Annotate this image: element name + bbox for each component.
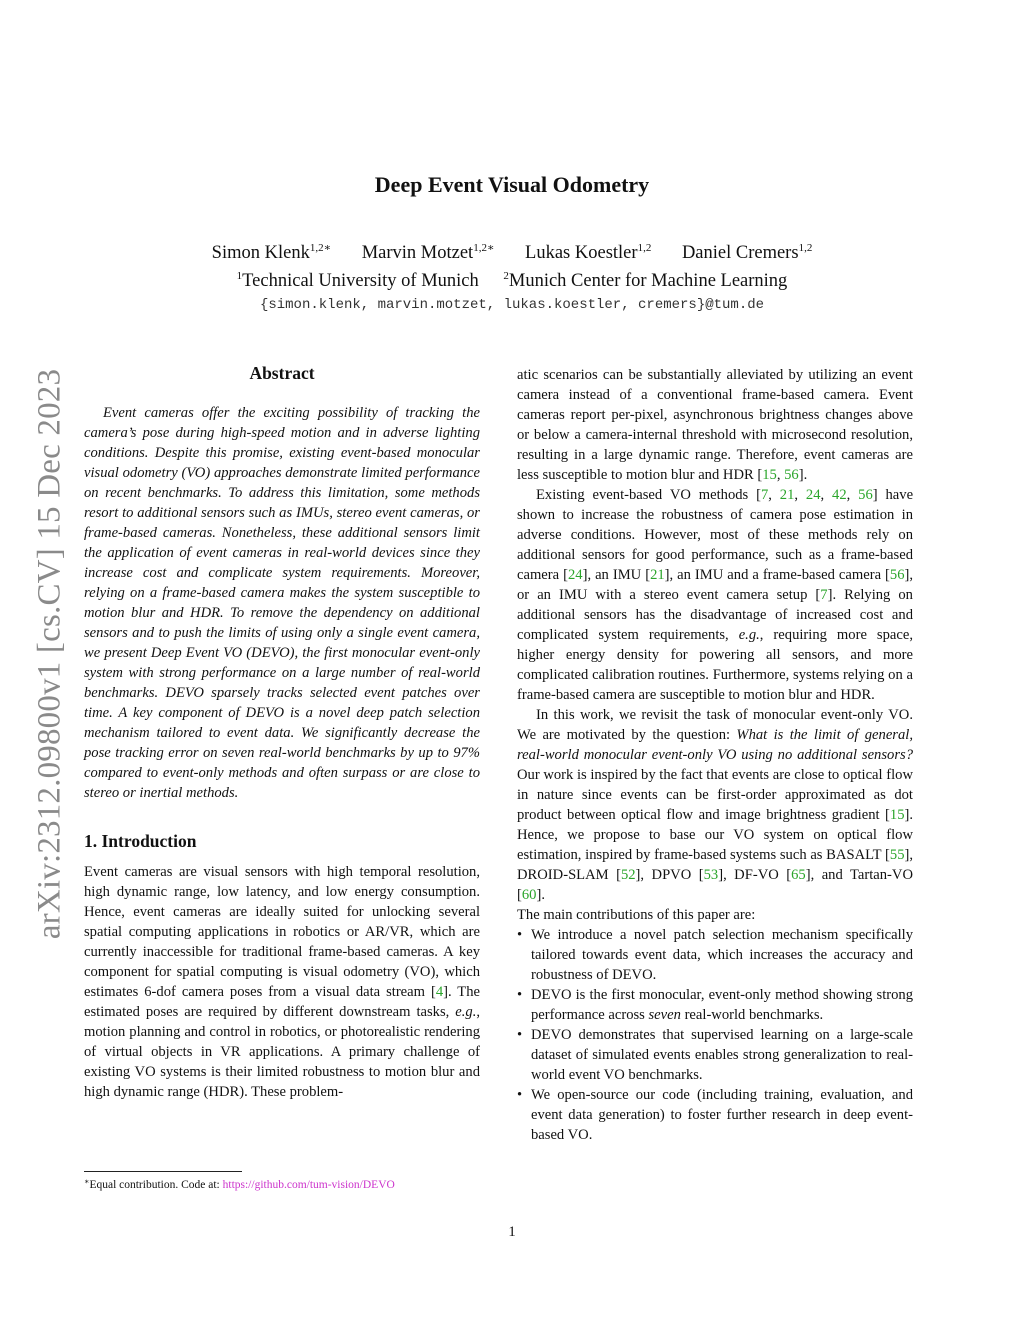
author-name: Lukas Koestler$^{1,2}$ <box>525 242 652 263</box>
page-number: 1 <box>508 1224 516 1240</box>
citation-link[interactable]: 4 <box>435 984 444 1000</box>
left-column <box>84 361 480 1102</box>
citation-link[interactable]: 53 <box>703 867 719 883</box>
intro-paragraph-3: In this work, we revisit the task of monocular event-only VO. We are motivated by the question: What is the limit of general, real-world monocular event-only VO using no additional sensors? Our work is inspired by the fact that events are close to optical flow in nature since events can be first-order approximated as dot product between optical flow and image brightness gradient [15]. Hence, we propose to base our VO system on optical flow estimation, inspired by frame-based systems such as BASALT [55], DROID-SLAM [52], DPVO [53], DF-VO [65], and Tartan-VO [60]. <box>517 707 913 903</box>
citation-link[interactable]: 7 <box>820 587 828 603</box>
citation-link[interactable]: 15 <box>889 807 905 823</box>
intro-paragraph-1: Event cameras are visual sensors with high temporal resolution, high dynamic range, low latency, and low energy consumption. Hence, event cameras are ideally suited for unlocking several spatial computing applications in robotics or AR/VR, which are currently inaccessible for traditional frame-based cameras. A key component for spatial computing is visual odometry (VO), which estimates 6-dof camera poses from a visual data stream [4]. The estimated poses are required by different downstream tasks, e.g., motion planning and control in robotics, or photorealistic rendering of virtual objects in VR applications. A primary challenge of existing VO systems is their limited robustness to motion blur and high dynamic range (HDR). These problem- <box>84 864 480 1100</box>
arxiv-identifier-stamp: arXiv:2312.09800v1 [cs.CV] 15 Dec 2023 <box>31 368 68 940</box>
author-list <box>0 239 1024 267</box>
author-name: Daniel Cremers$^{1,2}$ <box>681 242 813 263</box>
author-name: Marvin Motzet$^{1,2∗}$ <box>361 242 495 263</box>
contribution-item: • We introduce a novel patch selection mechanism specifically tailored towards event data, which increases the accuracy and robustness of DEVO. <box>517 925 913 985</box>
affiliation: $^2$Munich Center for Machine Learning <box>503 270 788 291</box>
citation-link[interactable]: 24 <box>805 487 821 503</box>
footnote-rule <box>84 1171 242 1172</box>
contribution-item: • DEVO demonstrates that supervised learning on a large-scale dataset of simulated events enables strong generalization to real-world event VO benchmarks. <box>517 1025 913 1085</box>
citation-link[interactable]: 7 <box>760 487 769 503</box>
affiliation-list <box>0 267 1024 295</box>
footnote: ∗Equal contribution. Code at: https://github.com/tum-vision/DEVO <box>84 1177 395 1191</box>
author-emails: {simon.klenk, marvin.motzet, lukas.koestler, cremers}@tum.de <box>259 297 765 313</box>
citation-link[interactable]: 15 <box>762 467 777 483</box>
citation-link[interactable]: 56 <box>784 467 799 483</box>
right-column <box>517 365 913 1145</box>
abstract-heading: Abstract <box>249 363 315 383</box>
contributions-list <box>517 925 913 1145</box>
affiliation: $^1$Technical University of Munich <box>236 270 479 291</box>
citation-link[interactable]: 24 <box>567 567 583 583</box>
citation-link[interactable]: 60 <box>521 887 537 903</box>
citation-link[interactable]: 65 <box>791 867 806 883</box>
citation-link[interactable]: 56 <box>889 567 905 583</box>
contributions-lead: The main contributions of this paper are: <box>517 907 756 923</box>
author-name: Simon Klenk$^{1,2∗}$ <box>211 242 332 263</box>
citation-link[interactable]: 42 <box>832 487 847 503</box>
intro-paragraph-1-continued: atic scenarios can be substantially alleviated by utilizing an event camera instead of a conventional frame-based camera. Event cameras report per-pixel, asynchronous brightness changes above or below a camera-internal threshold with microsecond resolution, resulting in a large dynamic range. Therefore, event cameras are less susceptible to motion blur and HDR [15, 56]. <box>517 367 913 483</box>
contribution-item: • We open-source our code (including training, evaluation, and event data generation) to foster further research in deep event-based VO. <box>517 1085 913 1145</box>
contribution-item: • DEVO is the first monocular, event-only method showing strong performance across seven real-world benchmarks. <box>517 985 913 1025</box>
citation-link[interactable]: 52 <box>620 867 636 883</box>
paper-title: Deep Event Visual Odometry <box>374 172 650 197</box>
abstract-text: Event cameras offer the exciting possibility of tracking the camera’s pose during high-speed motion and in adverse lighting conditions. Despite this promise, existing event-based monocular visual odometry (VO) approaches demonstrate limited performance on recent benchmarks. To address this limitation, some methods resort to additional sensors such as IMUs, stereo event cameras, or frame-based cameras. Nonetheless, these additional sensors limit the application of event cameras in real-world devices since they increase cost and complicate system requirements. Moreover, relying on a frame-based camera makes the system susceptible to motion blur and HDR. To remove the dependency on additional sensors and to push the limits of using only a single event camera, we present Deep Event VO (DEVO), the first monocular event-only system with strong performance on a large number of real-world benchmarks. DEVO sparsely tracks selected event patches over time. A key component of DEVO is a novel deep patch selection mechanism tailored to event data. We significantly decrease the pose tracking error on seven real-world benchmarks by up to 97% compared to event-only methods and often surpass or are close to stereo or inertial methods. <box>84 405 480 801</box>
citation-link[interactable]: 21 <box>779 487 795 503</box>
citation-link[interactable]: 56 <box>858 487 873 503</box>
code-repository-link[interactable]: https://github.com/tum-vision/DEVO <box>222 1179 395 1191</box>
citation-link[interactable]: 55 <box>889 847 905 863</box>
intro-paragraph-2: Existing event-based VO methods [7, 21, 24, 42, 56] have shown to increase the robustness of camera pose estimation in adverse conditions. However, most of these methods rely on additional sensors for good performance, such as a frame-based camera [24], an IMU [21], an IMU and a frame-based camera [56], or an IMU with a stereo event camera setup [7]. Relying on additional sensors has the disadvantage of increased cost and complicated system requirements, e.g., requiring more space, higher energy density for powering all sensors, and more complicated calibration routines. Furthermore, systems relying on a frame-based camera are susceptible to motion blur and HDR. <box>517 487 914 703</box>
citation-link[interactable]: 21 <box>650 567 665 583</box>
introduction-heading: 1. Introduction <box>84 831 197 851</box>
